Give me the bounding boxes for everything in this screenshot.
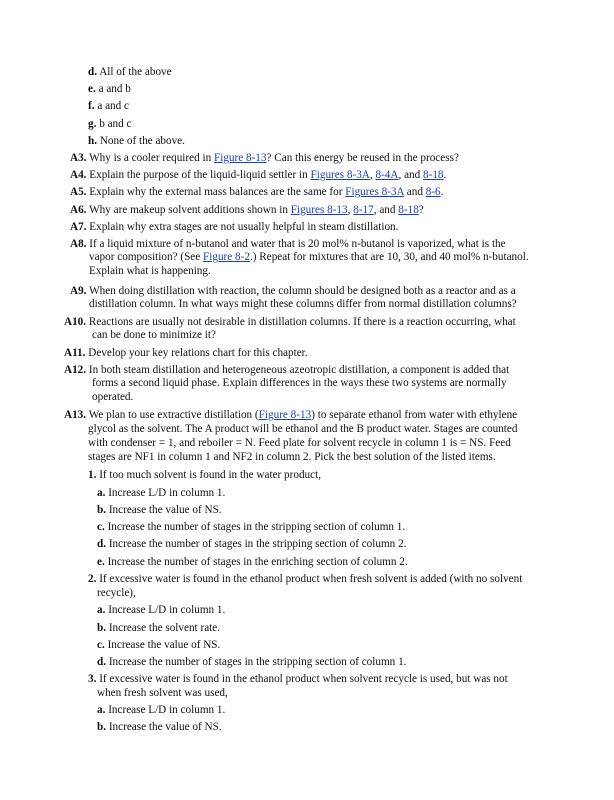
question-a11 — [64, 347, 308, 360]
question-text: Explain the purpose of the liquid-liquid settler in — [89, 169, 311, 181]
figure-link[interactable]: 8-18 — [398, 204, 419, 216]
question-a12-line3 — [92, 391, 133, 404]
option-text: Increase L/D in column 1. — [108, 487, 226, 499]
subquestion-3 — [88, 673, 508, 686]
question-a4 — [70, 169, 446, 182]
subquestion-text: when fresh solvent was used, — [97, 687, 228, 699]
question-text: forms a second liquid phase. Explain differences in the ways these two systems are normally — [92, 377, 507, 389]
question-text: Explain what is happening. — [89, 265, 211, 277]
figure-link[interactable]: 8-6 — [425, 186, 441, 198]
question-a12-line2 — [92, 377, 507, 390]
subquestion-3-line2 — [97, 687, 228, 700]
option-label: c. — [97, 639, 105, 651]
option-text: Increase the solvent rate. — [108, 622, 221, 634]
subquestion-label: 2. — [88, 573, 97, 585]
option-text: Increase the number of stages in the enriching section of column 2. — [107, 556, 408, 568]
q2-option-d — [97, 656, 406, 669]
option-label: a. — [97, 704, 106, 716]
question-text: stages are NF1 in column 1 and NF2 in column 2. Pick the best solution of the listed items. — [88, 451, 496, 463]
q2-option-b — [97, 622, 220, 635]
question-text: Explain why the external mass balances are the same for — [89, 186, 346, 198]
question-label: A4. — [70, 169, 87, 181]
option-label: d. — [97, 656, 107, 668]
option-label: d. — [97, 538, 107, 550]
separator: , — [347, 204, 354, 216]
q2-option-c — [97, 639, 220, 652]
question-text: ) to separate ethanol from water with ethylene — [311, 409, 518, 421]
figure-link[interactable]: 8-18 — [423, 169, 444, 181]
option-label: b. — [97, 504, 107, 516]
q2-option-a — [97, 604, 225, 617]
figure-link[interactable]: Figure 8-13 — [258, 409, 312, 421]
option-text: Increase L/D in column 1. — [108, 704, 226, 716]
question-a10-line2 — [92, 329, 216, 342]
figure-link[interactable]: Figures 8-3A — [345, 186, 404, 198]
question-a7 — [70, 221, 398, 234]
option-text: Increase the number of stages in the stripping section of column 1. — [108, 656, 407, 668]
option-text: a and c — [97, 100, 130, 112]
figure-link[interactable]: Figure 8-13 — [213, 152, 267, 164]
subquestion-2 — [88, 573, 522, 586]
question-text: distillation column. In what ways might these columns differ from normal distillation columns? — [89, 298, 517, 310]
question-text: . — [443, 169, 447, 181]
question-text: In both steam distillation and heterogeneous azeotropic distillation, a component is added that — [88, 364, 510, 376]
question-text: Why are makeup solvent additions shown in — [89, 204, 291, 216]
subquestion-label: 3. — [88, 673, 97, 685]
figure-link[interactable]: 8-17 — [353, 204, 374, 216]
q1-option-c — [97, 521, 405, 534]
figure-link[interactable]: Figures 8-3A — [310, 169, 370, 181]
question-a13 — [64, 409, 517, 422]
figure-link[interactable]: 8-4A — [375, 169, 399, 181]
subquestion-text: recycle), — [97, 587, 136, 599]
option-label: b. — [97, 721, 107, 733]
question-a9 — [70, 285, 516, 298]
option-label: a. — [97, 487, 106, 499]
question-a12 — [64, 364, 509, 377]
option-d — [88, 66, 172, 79]
question-a8 — [70, 238, 506, 251]
subquestion-label: 1. — [88, 469, 97, 481]
option-text: a and b — [98, 83, 131, 95]
question-a13-line4 — [88, 451, 496, 464]
question-text: can be done to minimize it? — [92, 329, 216, 341]
subquestion-text: If excessive water is found in the ethanol product when fresh solvent is added (with no solvent — [99, 573, 523, 585]
question-label: A7. — [70, 221, 87, 233]
q1-option-d — [97, 538, 406, 551]
question-label: A13. — [64, 409, 87, 421]
option-h — [88, 135, 185, 148]
question-text: Reactions are usually not desirable in distillation columns. If there is a reaction occurring, what — [88, 316, 516, 328]
option-text: Increase the value of NS. — [108, 504, 222, 516]
figure-link[interactable]: Figure 8-2 — [203, 251, 250, 263]
question-label: A12. — [64, 364, 87, 376]
subquestion-text: If excessive water is found in the ethanol product when solvent recycle is used, but was not — [99, 673, 508, 685]
question-text: If a liquid mixture of n-butanol and water that is 20 mol% n-butanol is vaporized, what is the — [89, 238, 506, 250]
question-label: A10. — [64, 316, 87, 328]
figure-link[interactable]: Figures 8-13 — [290, 204, 348, 216]
q1-option-a — [97, 487, 225, 500]
separator: , and — [398, 169, 424, 181]
question-a6 — [70, 204, 424, 217]
question-text: When doing distillation with reaction, the column should be designed both as a reactor and as a — [89, 285, 516, 297]
question-a9-line2 — [89, 298, 517, 311]
question-label: A3. — [70, 152, 87, 164]
q1-option-e — [97, 556, 408, 569]
question-a8-line3 — [89, 265, 211, 278]
separator: , and — [373, 204, 399, 216]
q3-option-a — [97, 704, 225, 717]
option-text: Increase the number of stages in the stripping section of column 1. — [107, 521, 406, 533]
option-label: c. — [97, 521, 105, 533]
question-label: A5. — [70, 186, 87, 198]
option-label: f. — [88, 100, 95, 112]
question-a13-line3 — [88, 437, 511, 450]
q1-option-b — [97, 504, 222, 517]
question-text: . — [440, 186, 444, 198]
question-text: Why is a cooler required in — [89, 152, 214, 164]
question-label: A8. — [70, 238, 87, 250]
question-text: Develop your key relations chart for this chapter. — [88, 347, 308, 359]
question-a5 — [70, 186, 443, 199]
question-text: ? — [418, 204, 424, 216]
separator: , — [369, 169, 376, 181]
question-text: We plan to use extractive distillation ( — [88, 409, 259, 421]
question-text: glycol as the solvent. The A product will be ethanol and the B product water. Stages are counted — [88, 423, 518, 435]
option-label: b. — [97, 622, 107, 634]
option-g — [88, 118, 132, 131]
option-text: Increase the value of NS. — [107, 639, 221, 651]
option-label: g. — [88, 118, 97, 130]
question-text: ? Can this energy be reused in the process? — [266, 152, 459, 164]
option-text: Increase the number of stages in the stripping section of column 2. — [108, 538, 407, 550]
subquestion-2-line2 — [97, 587, 136, 600]
question-a3 — [70, 152, 459, 165]
option-label: e. — [88, 83, 96, 95]
option-text: Increase L/D in column 1. — [108, 604, 226, 616]
question-label: A6. — [70, 204, 87, 216]
option-e — [88, 83, 131, 96]
question-text: with condenser = 1, and reboiler = N. Feed plate for solvent recycle in column 1 is = NS. Feed — [88, 437, 511, 449]
question-text: .) Repeat for mixtures that are 10, 30, and 40 mol% n-butanol. — [249, 251, 529, 263]
option-label: e. — [97, 556, 105, 568]
question-a13-line2 — [88, 423, 517, 436]
question-a10 — [64, 316, 516, 329]
option-text: All of the above — [99, 66, 172, 78]
separator: and — [403, 186, 426, 198]
question-label: A11. — [64, 347, 86, 359]
question-label: A9. — [70, 285, 87, 297]
q3-option-b — [97, 721, 222, 734]
question-a8-line2 — [89, 251, 529, 264]
subquestion-text: If too much solvent is found in the water product, — [99, 469, 322, 481]
option-label: d. — [88, 66, 98, 78]
option-text: Increase the value of NS. — [108, 721, 222, 733]
question-text: vapor composition? (See — [89, 251, 204, 263]
option-f — [88, 100, 129, 113]
question-text: operated. — [92, 391, 134, 403]
option-label: a. — [97, 604, 106, 616]
subquestion-1 — [88, 469, 321, 482]
option-text: b and c — [99, 118, 132, 130]
option-label: h. — [88, 135, 98, 147]
question-text: Explain why extra stages are not usually helpful in steam distillation. — [89, 221, 399, 233]
option-text: None of the above. — [99, 135, 185, 147]
